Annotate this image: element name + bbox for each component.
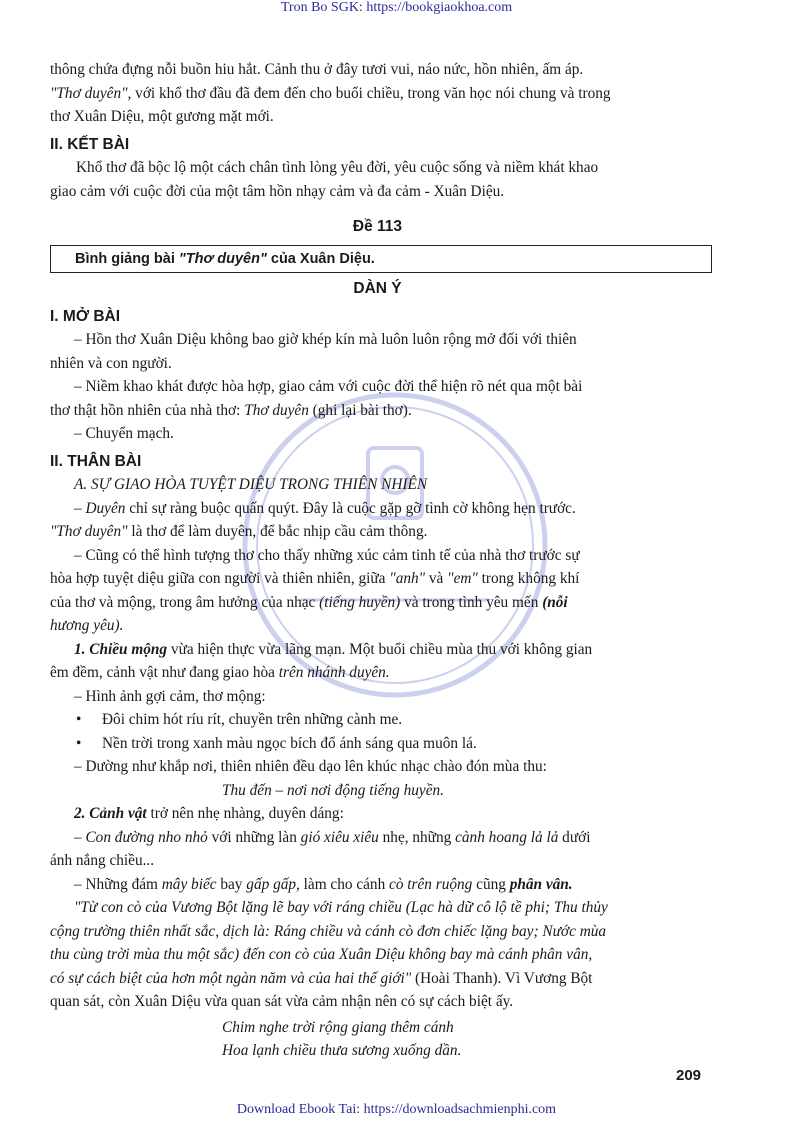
exercise-prompt-box: Bình giảng bài "Thơ duyên" của Xuân Diệu.	[50, 245, 712, 274]
poem-line: Thu đến – nơi nơi động tiếng huyền.	[222, 781, 444, 799]
header-source-link[interactable]: Tron Bo SGK: https://bookgiaokhoa.com	[280, 0, 513, 15]
text-line: – Cũng có thể hình tượng thơ cho thấy những xúc cảm tinh tế của nhà thơ trước sự	[74, 546, 580, 564]
text-line: thơ thật hồn nhiên của nhà thơ: Thơ duyên (ghi lại bài thơ).	[50, 401, 412, 419]
text-line: thông chứa đựng nỗi buồn hiu hắt. Cảnh thu ở đây tươi vui, náo nức, hồn nhiên, ấm áp.	[50, 61, 584, 78]
text-line: – Dường như khắp nơi, thiên nhiên đều dạo lên khúc nhạc chào đón mùa thu:	[74, 758, 547, 775]
section-heading-mo-bai: I. MỞ BÀI	[50, 307, 121, 325]
text-line: 2. Cảnh vật trở nên nhẹ nhàng, duyên dáng:	[74, 805, 344, 822]
text-line: – Duyên chỉ sự ràng buộc quấn quýt. Đây là cuộc gặp gỡ tình cờ không hẹn trước.	[74, 499, 576, 517]
text-line: – Niềm khao khát được hòa hợp, giao cảm với cuộc đời thể hiện rõ nét qua một bài	[74, 378, 583, 395]
exercise-number: Đề 113	[352, 218, 403, 235]
text-line: quan sát, còn Xuân Diệu vừa quan sát vừa cảm nhận nên có sự cách biệt ấy.	[50, 993, 514, 1010]
text-line: – Chuyển mạch.	[74, 425, 174, 442]
text-line: – Hình ảnh gợi cảm, thơ mộng:	[74, 687, 266, 705]
poem-line: Chim nghe trời rộng giang thêm cánh	[222, 1018, 454, 1036]
text-line: "Thơ duyên" là thơ để làm duyên, để bắc nhịp cầu cảm thông.	[50, 523, 428, 540]
text-line: – Con đường nho nhỏ với những làn gió xiêu xiêu nhẹ, những cành hoang lả lả dưới	[74, 828, 591, 846]
quote-line: có sự cách biệt của hơn một ngàn năm và của hai thế giới" (Hoài Thanh). Vì Vương Bột	[50, 969, 593, 987]
text-line: êm đềm, cảnh vật như đang giao hòa trên nhánh duyên.	[50, 664, 390, 681]
quote-line: cộng trường thiên nhất sắc, dịch là: Ráng chiều và cánh cò đơn chiếc lặng bay; Nước mùa	[50, 922, 607, 940]
text-line: "Thơ duyên", với khổ thơ đầu đã đem đến cho buổi chiều, trong văn học nói chung và trong	[50, 84, 611, 102]
page-number: 209	[676, 1067, 702, 1084]
text-line: thơ Xuân Diệu, một gương mặt mới.	[50, 108, 274, 125]
text-line: ánh nắng chiều...	[50, 852, 155, 869]
outline-title: DÀN Ý	[353, 280, 402, 297]
text-line: – Những đám mây biếc bay gấp gấp, làm cho cánh cò trên ruộng cũng phân vân.	[74, 875, 573, 893]
quote-line: thu cùng trời mùa thu một sắc) đến con cò của Xuân Diệu không bay mà cánh phân vân,	[50, 946, 593, 963]
text-line: hương yêu).	[50, 617, 124, 634]
text-line: hòa hợp tuyệt diệu giữa con người và thiên nhiên, giữa "anh" và "em" trong không khí	[50, 570, 580, 587]
text-line: Khổ thơ đã bộc lộ một cách chân tình lòng yêu đời, yêu cuộc sống và niềm khát khao	[76, 159, 599, 176]
poem-line: Hoa lạnh chiều thưa sương xuống dần.	[222, 1042, 462, 1059]
subsection-heading: A. SỰ GIAO HÒA TUYỆT DIỆU TRONG THIÊN NHIÊN	[74, 476, 428, 493]
section-heading-ket-bai: II. KẾT BÀI	[50, 135, 130, 153]
text-line: – Hồn thơ Xuân Diệu không bao giờ khép kín mà luôn luôn rộng mở đối với thiên	[74, 331, 577, 348]
footer-download-link[interactable]: Download Ebook Tai: https://downloadsachmienphi.com	[236, 1102, 557, 1117]
quote-line: "Từ con cò của Vương Bột lặng lẽ bay với ráng chiều (Lạc hà dữ cô lộ tề phi; Thu thủy	[74, 899, 608, 916]
section-heading-than-bai: II. THÂN BÀI	[50, 452, 142, 470]
text-line: của thơ và mộng, trong âm hưởng của nhạc (tiếng huyền) và trong tình yêu mến (nỗi	[50, 593, 568, 611]
text-line: nhiên và con người.	[50, 354, 172, 372]
document-page	[50, 58, 705, 1063]
text-line: giao cảm với cuộc đời của một tâm hồn nhạy cảm và đa cảm - Xuân Diệu.	[50, 182, 505, 200]
list-item: • Đôi chim hót ríu rít, chuyền trên những cành me.	[76, 711, 403, 728]
list-item: • Nền trời trong xanh màu ngọc bích đổ ánh sáng qua muôn lá.	[76, 734, 477, 752]
text-line: 1. Chiều mộng vừa hiện thực vừa lãng mạn. Một buổi chiều mùa thu với không gian	[74, 640, 593, 658]
